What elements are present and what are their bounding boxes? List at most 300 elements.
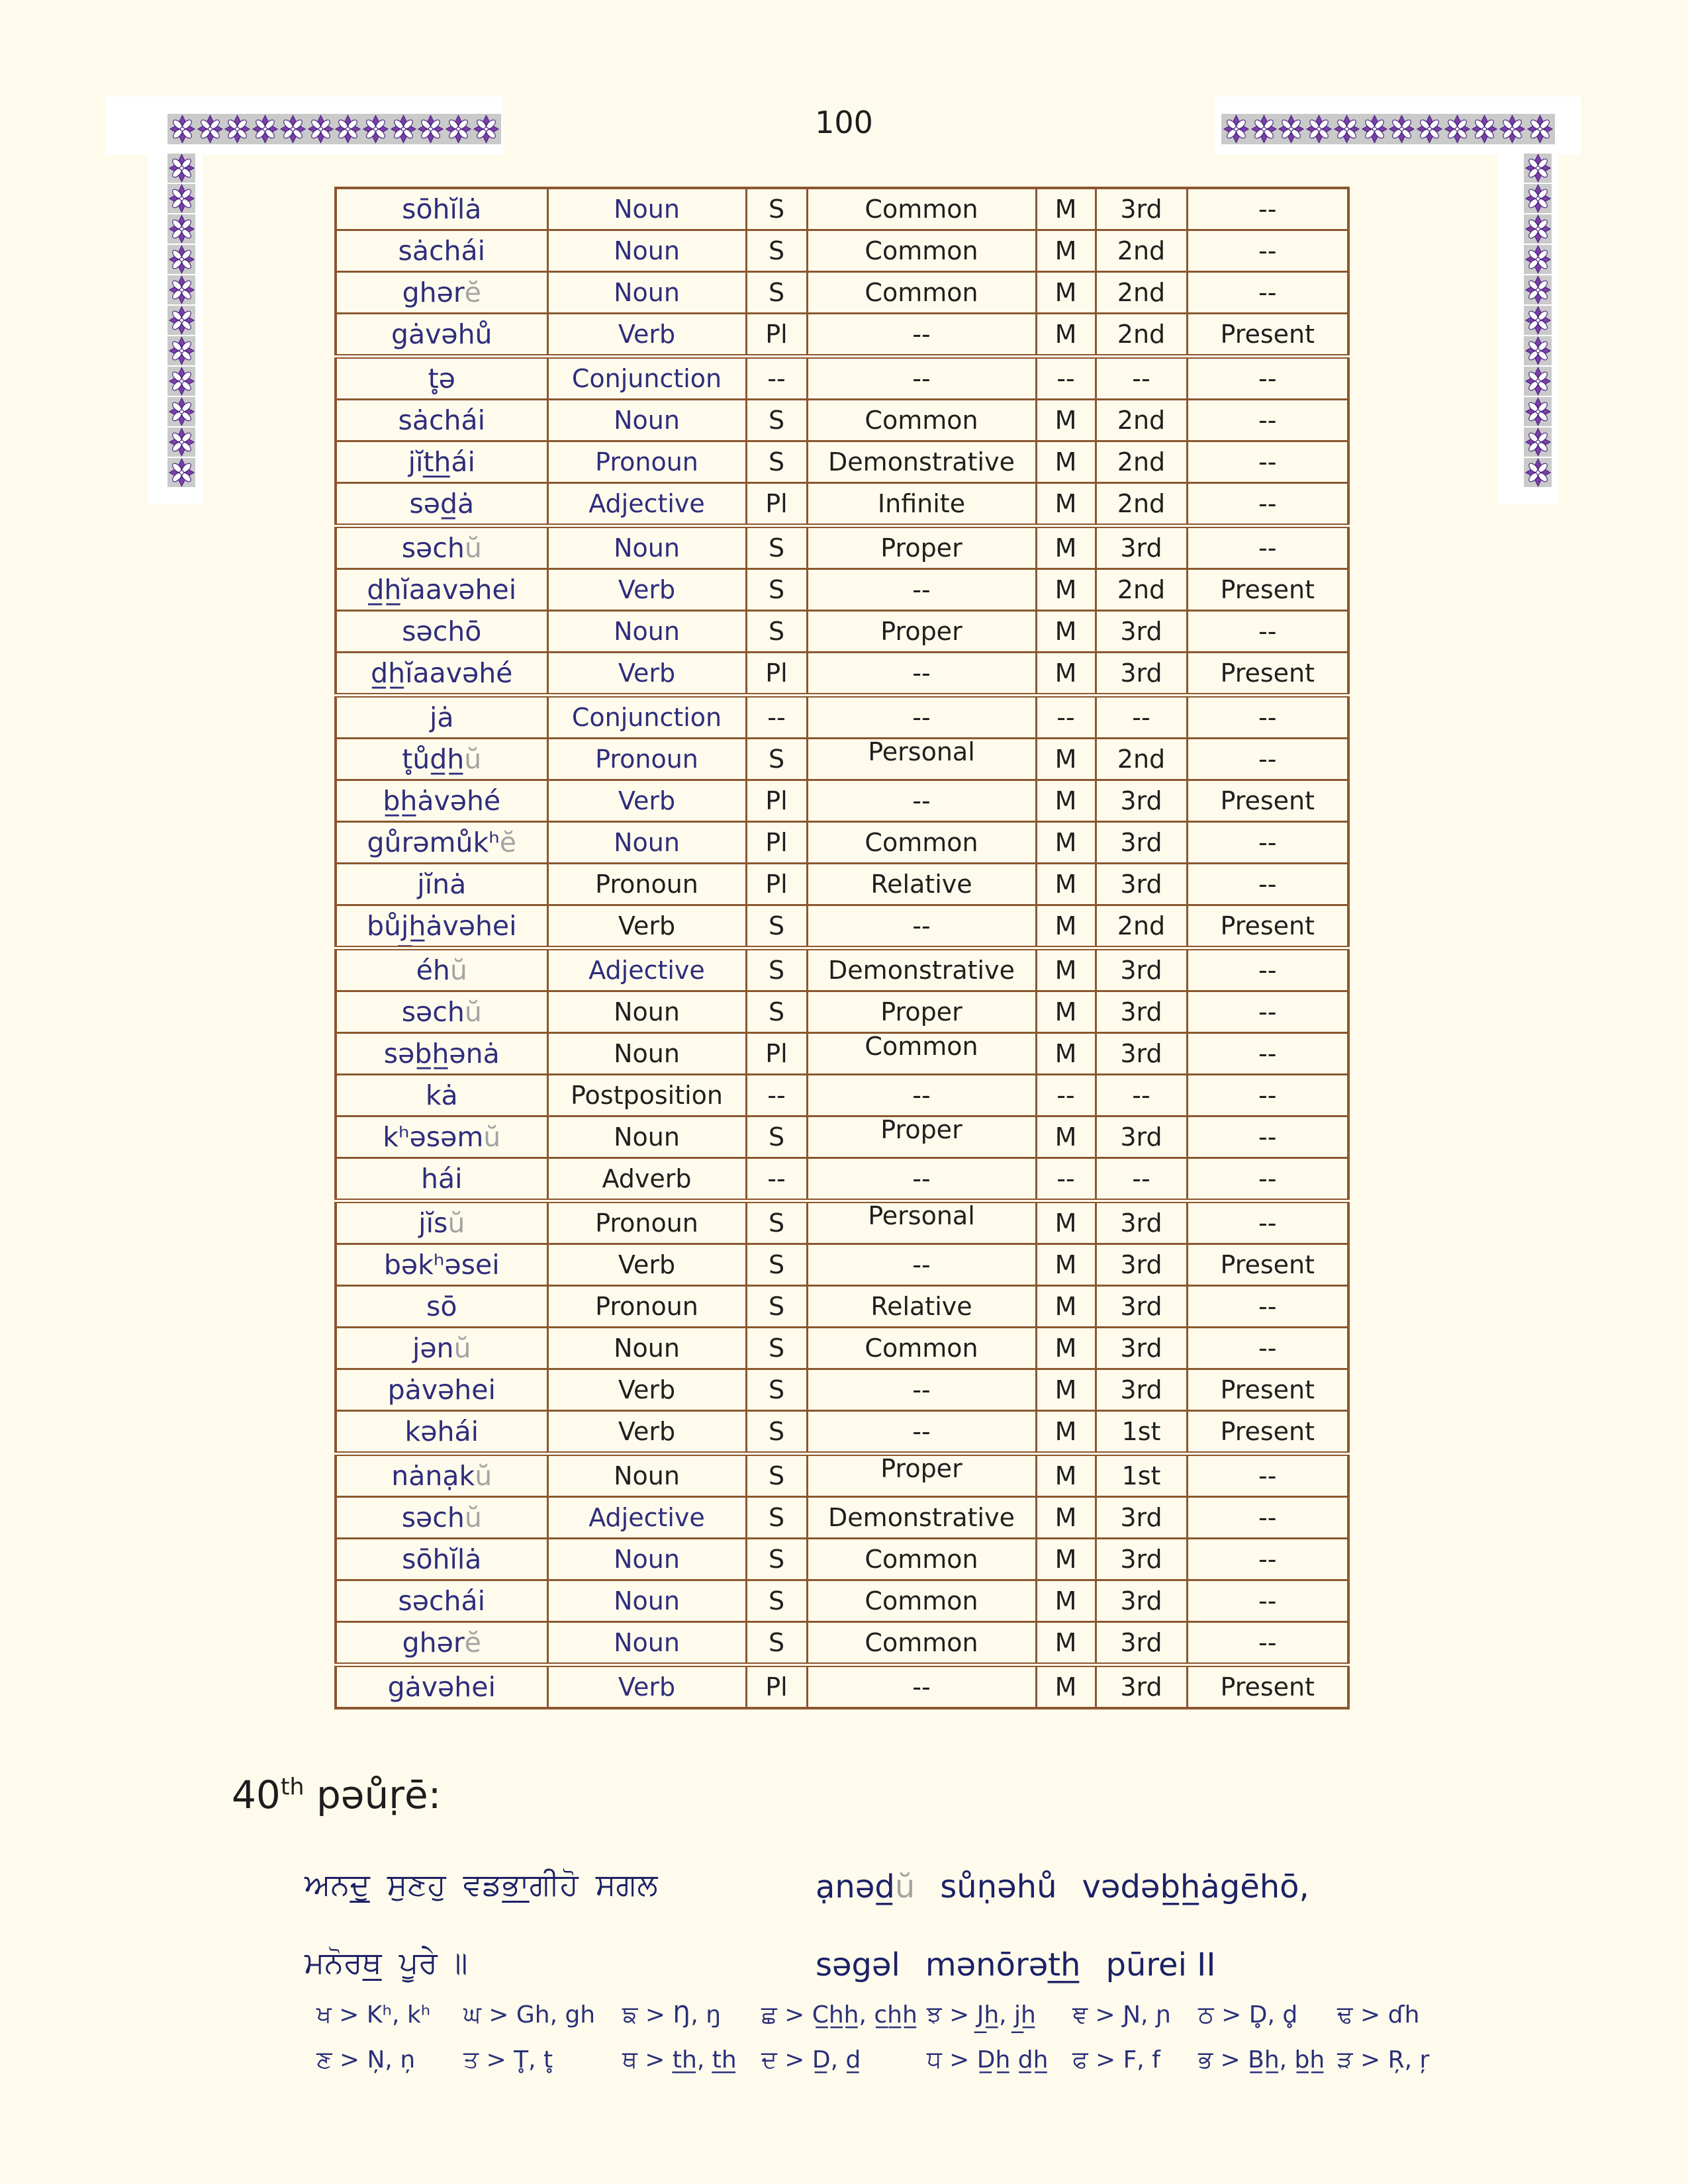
- maps-to-symbol: >: [479, 2046, 514, 2073]
- flower-tile: [1524, 367, 1552, 396]
- type-cell: --: [807, 314, 1036, 357]
- person-cell: 3rd: [1096, 1539, 1187, 1580]
- gender-cell: --: [1036, 357, 1096, 400]
- pos-cell: Noun: [547, 611, 746, 653]
- tense-cell: --: [1187, 230, 1348, 272]
- word-cell: [336, 1369, 547, 1411]
- word-text: éh: [416, 954, 450, 986]
- table-row: [336, 188, 1348, 230]
- word-cell: [336, 230, 547, 272]
- pos-cell: Noun: [547, 822, 746, 864]
- tense-cell: --: [1187, 526, 1348, 569]
- flower-icon: [1223, 114, 1250, 144]
- roman-value: Gh, gh: [516, 2001, 596, 2028]
- type-cell: Proper: [807, 526, 1036, 569]
- type-cell: --: [807, 653, 1036, 696]
- flower-icon: [307, 114, 334, 144]
- number-cell: S: [746, 569, 807, 611]
- flower-tile: [1524, 275, 1552, 304]
- gurmukhi-word: ਵਡਭਾਗੀਹੋ: [463, 1866, 579, 1902]
- gurmukhi-letter: ਙ: [622, 2001, 638, 2028]
- number-cell: S: [746, 1580, 807, 1622]
- tense-cell: Present: [1187, 1369, 1348, 1411]
- pos-cell: Verb: [547, 314, 746, 357]
- table-row: [336, 1622, 1348, 1665]
- gurmukhi-word: ਸੁਣਹੁ: [387, 1866, 446, 1902]
- flower-icon: [334, 114, 361, 144]
- pos-cell: Verb: [547, 1665, 746, 1709]
- word-cell: [336, 653, 547, 696]
- tense-cell: Present: [1187, 1411, 1348, 1454]
- table-row: [336, 739, 1348, 780]
- word-text: b̲h̲ȧvəhé: [383, 785, 501, 817]
- type-cell: Common: [807, 400, 1036, 441]
- person-cell: 2nd: [1096, 230, 1187, 272]
- word-text: kȧ: [425, 1079, 458, 1111]
- type-cell: Common: [807, 230, 1036, 272]
- table-row: [336, 905, 1348, 948]
- word-text: səd̲ȧ: [409, 488, 475, 520]
- flower-tile: [1524, 397, 1552, 426]
- translit-word: mənōrət̲h̲: [925, 1946, 1081, 1983]
- type-cell: Relative: [807, 864, 1036, 905]
- roman-value: Ɲ, ɲ: [1123, 2001, 1172, 2028]
- word-gray-suffix: ŭ: [464, 743, 482, 775]
- flower-tile: [1524, 336, 1552, 365]
- word-cell: [336, 272, 547, 314]
- pos-cell: Conjunction: [547, 357, 746, 400]
- gender-cell: M: [1036, 905, 1096, 948]
- ornament-right-column: [1497, 144, 1558, 504]
- flower-icon: [1361, 114, 1388, 144]
- tense-cell: --: [1187, 1286, 1348, 1328]
- word-cell: [336, 1201, 547, 1244]
- pos-cell: Adjective: [547, 948, 746, 991]
- table-row: [336, 1580, 1348, 1622]
- number-cell: S: [746, 400, 807, 441]
- pos-cell: Noun: [547, 272, 746, 314]
- flower-icon: [279, 114, 306, 144]
- flower-icon: [1524, 214, 1552, 244]
- type-cell: --: [807, 1665, 1036, 1709]
- word-cell: [336, 1328, 547, 1369]
- person-cell: 3rd: [1096, 780, 1187, 822]
- number-cell: --: [746, 1158, 807, 1201]
- roman-value: ɗh: [1387, 2001, 1420, 2028]
- person-cell: 2nd: [1096, 569, 1187, 611]
- type-cell: Common: [807, 188, 1036, 230]
- flower-icon: [168, 245, 195, 274]
- tense-cell: --: [1187, 739, 1348, 780]
- tense-cell: --: [1187, 1201, 1348, 1244]
- number-cell: Pl: [746, 653, 807, 696]
- pos-cell: Noun: [547, 1539, 746, 1580]
- number-cell: Pl: [746, 1665, 807, 1709]
- gender-cell: M: [1036, 1328, 1096, 1369]
- word-gray-suffix: ŭ: [475, 1460, 492, 1492]
- type-cell: --: [807, 1369, 1036, 1411]
- number-cell: --: [746, 357, 807, 400]
- analysis-table-body: [336, 188, 1348, 1708]
- word-cell: [336, 1580, 547, 1622]
- number-cell: S: [746, 188, 807, 230]
- word-cell: [336, 1411, 547, 1454]
- person-cell: 1st: [1096, 1411, 1187, 1454]
- legend-row-1: [0, 2001, 1688, 2044]
- legend-entry: [316, 2001, 430, 2029]
- pos-cell: Verb: [547, 905, 746, 948]
- gurmukhi-word: ਮਨੋਰਥ: [305, 1944, 382, 1980]
- table-row: [336, 230, 1348, 272]
- table-row: [336, 948, 1348, 991]
- gender-cell: --: [1036, 1158, 1096, 1201]
- table-row: [336, 991, 1348, 1033]
- flower-icon: [1524, 184, 1552, 213]
- pos-cell: Postposition: [547, 1075, 746, 1116]
- gender-cell: M: [1036, 1116, 1096, 1158]
- tense-cell: --: [1187, 1539, 1348, 1580]
- number-cell: Pl: [746, 822, 807, 864]
- person-cell: 2nd: [1096, 441, 1187, 483]
- type-cell: Common: [807, 1622, 1036, 1665]
- maps-to-symbol: >: [776, 2046, 812, 2073]
- tense-cell: --: [1187, 357, 1348, 400]
- gurmukhi-letter: ਢ: [1337, 2001, 1353, 2028]
- table-row: [336, 1328, 1348, 1369]
- gurmukhi-line-1: [305, 1845, 808, 1923]
- flower-icon: [1524, 458, 1552, 487]
- ornament-strip-top-left: [167, 114, 501, 144]
- flower-tile: [167, 154, 195, 183]
- flower-tile: [1524, 154, 1552, 183]
- flower-tile: [1524, 245, 1552, 274]
- word-cell: [336, 1286, 547, 1328]
- flower-tile: [1524, 184, 1552, 213]
- gender-cell: M: [1036, 739, 1096, 780]
- type-cell: --: [807, 1075, 1036, 1116]
- maps-to-symbol: >: [331, 2001, 367, 2028]
- legend-row-2: [0, 2046, 1688, 2089]
- flower-icon: [168, 397, 195, 426]
- table-row: [336, 400, 1348, 441]
- maps-to-symbol: >: [637, 2001, 673, 2028]
- tense-cell: --: [1187, 1497, 1348, 1539]
- type-cell: Personal: [807, 1201, 1036, 1244]
- table-row: [336, 1286, 1348, 1328]
- pos-cell: Pronoun: [547, 1201, 746, 1244]
- tense-cell: --: [1187, 483, 1348, 526]
- gender-cell: M: [1036, 822, 1096, 864]
- flower-icon: [1333, 114, 1360, 144]
- number-cell: S: [746, 1454, 807, 1497]
- table-row: [336, 653, 1348, 696]
- flower-icon: [1524, 154, 1552, 183]
- legend-entry: [761, 2046, 861, 2074]
- flower-icon: [169, 114, 196, 144]
- person-cell: 2nd: [1096, 905, 1187, 948]
- word-text: d̲h̲ĭaavəhei: [367, 574, 517, 606]
- person-cell: 3rd: [1096, 1244, 1187, 1286]
- pos-cell: Pronoun: [547, 864, 746, 905]
- type-cell: Common: [807, 1580, 1036, 1622]
- section-heading: [232, 1772, 441, 1817]
- type-cell: Proper: [807, 1454, 1036, 1497]
- gurmukhi-verse: [305, 1845, 808, 2001]
- flower-icon: [473, 114, 500, 144]
- person-cell: --: [1096, 696, 1187, 739]
- number-cell: S: [746, 611, 807, 653]
- pos-cell: Verb: [547, 569, 746, 611]
- word-text: sȧchái: [398, 235, 486, 267]
- number-cell: S: [746, 272, 807, 314]
- gender-cell: M: [1036, 1539, 1096, 1580]
- word-text: nȧnạk: [391, 1460, 475, 1492]
- pos-cell: Noun: [547, 1622, 746, 1665]
- roman-value: Ŗ, ŗ: [1387, 2046, 1430, 2073]
- table-row: [336, 1454, 1348, 1497]
- gender-cell: M: [1036, 653, 1096, 696]
- flower-icon: [168, 458, 195, 487]
- word-text: səchō: [402, 615, 482, 647]
- word-text: səch: [401, 1502, 465, 1533]
- flower-icon: [445, 114, 472, 144]
- type-cell: Common: [807, 1033, 1036, 1075]
- tense-cell: Present: [1187, 780, 1348, 822]
- flower-tile: [167, 336, 195, 365]
- word-text: t̥ůd̲h̲: [402, 743, 465, 775]
- tense-cell: --: [1187, 1116, 1348, 1158]
- word-cell: [336, 864, 547, 905]
- legend-entry: [761, 2001, 917, 2029]
- roman-value: C̲h̲h̲, c̲h̲h̲: [812, 2001, 917, 2028]
- number-cell: S: [746, 441, 807, 483]
- pos-cell: Pronoun: [547, 739, 746, 780]
- flower-icon: [1524, 336, 1552, 365]
- tense-cell: --: [1187, 400, 1348, 441]
- word-cell: [336, 1116, 547, 1158]
- table-row: [336, 1201, 1348, 1244]
- type-cell: --: [807, 1244, 1036, 1286]
- gurmukhi-letter: ਦ: [761, 2046, 777, 2073]
- pos-cell: Verb: [547, 780, 746, 822]
- word-text: gȧvəhů: [391, 318, 492, 350]
- number-cell: S: [746, 905, 807, 948]
- pos-cell: Noun: [547, 1116, 746, 1158]
- table-row: [336, 357, 1348, 400]
- person-cell: 3rd: [1096, 991, 1187, 1033]
- translit-word: ạnəd̲ŭ: [816, 1868, 915, 1905]
- flower-tile: [167, 458, 195, 487]
- legend-entry: [622, 2001, 721, 2029]
- gender-cell: M: [1036, 569, 1096, 611]
- maps-to-symbol: >: [1213, 2046, 1248, 2073]
- word-text: gȧvəhei: [387, 1671, 496, 1703]
- table-row: [336, 1411, 1348, 1454]
- person-cell: --: [1096, 1075, 1187, 1116]
- gender-cell: M: [1036, 1665, 1096, 1709]
- gender-cell: M: [1036, 1497, 1096, 1539]
- person-cell: 3rd: [1096, 1369, 1187, 1411]
- flower-icon: [168, 306, 195, 335]
- type-cell: Proper: [807, 1116, 1036, 1158]
- roman-value: Kʰ, kʰ: [366, 2001, 431, 2028]
- gurmukhi-word: ਅਨਦੁ: [305, 1866, 370, 1902]
- flower-icon: [1416, 114, 1443, 144]
- flower-icon: [1524, 245, 1552, 274]
- flower-tile: [1524, 458, 1552, 487]
- roman-value: D̲, d̲: [812, 2046, 861, 2073]
- person-cell: 3rd: [1096, 1497, 1187, 1539]
- pos-cell: Adjective: [547, 483, 746, 526]
- word-gray-suffix: ŭ: [464, 1502, 482, 1533]
- tense-cell: Present: [1187, 1665, 1348, 1709]
- gurmukhi-letter: ਘ: [463, 2001, 481, 2028]
- translit-word: səgəl: [816, 1946, 900, 1983]
- number-cell: S: [746, 948, 807, 991]
- pos-cell: Noun: [547, 230, 746, 272]
- word-gray-suffix: ĕ: [464, 1627, 481, 1659]
- gurmukhi-letter: ਧ: [927, 2046, 942, 2073]
- word-text: jən: [412, 1332, 454, 1364]
- legend-entry: [1072, 2001, 1171, 2029]
- flower-icon: [417, 114, 444, 144]
- number-cell: --: [746, 696, 807, 739]
- table-row: [336, 483, 1348, 526]
- translit-line-2: [816, 1926, 1411, 2004]
- translit-line-1: [816, 1848, 1411, 1926]
- gender-cell: --: [1036, 1075, 1096, 1116]
- legend-entry: [1198, 2001, 1297, 2029]
- flower-tile: [167, 184, 195, 213]
- pos-cell: Verb: [547, 1369, 746, 1411]
- flower-tile: [1524, 428, 1552, 457]
- table-row: [336, 1075, 1348, 1116]
- pos-cell: Adjective: [547, 1497, 746, 1539]
- roman-value: t̲h̲, t̲h̲: [672, 2046, 737, 2073]
- maps-to-symbol: >: [1088, 2046, 1123, 2073]
- pos-cell: Noun: [547, 400, 746, 441]
- gurmukhi-line-2: [305, 1923, 808, 2001]
- legend-entry: [1198, 2046, 1325, 2074]
- type-cell: Proper: [807, 991, 1036, 1033]
- type-cell: Proper: [807, 611, 1036, 653]
- pos-cell: Noun: [547, 1580, 746, 1622]
- gender-cell: M: [1036, 1201, 1096, 1244]
- pos-cell: Noun: [547, 526, 746, 569]
- word-text: səb̲h̲ənȧ: [383, 1038, 500, 1069]
- flower-icon: [168, 184, 195, 213]
- number-cell: S: [746, 230, 807, 272]
- tense-cell: Present: [1187, 905, 1348, 948]
- maps-to-symbol: >: [941, 2046, 977, 2073]
- number-cell: S: [746, 526, 807, 569]
- gurmukhi-letter: ਠ: [1198, 2001, 1214, 2028]
- flower-icon: [1471, 114, 1498, 144]
- tense-cell: Present: [1187, 653, 1348, 696]
- number-cell: S: [746, 1286, 807, 1328]
- gurmukhi-letter: ਥ: [622, 2046, 637, 2073]
- number-cell: S: [746, 1328, 807, 1369]
- gender-cell: M: [1036, 611, 1096, 653]
- legend-entry: [463, 2001, 595, 2029]
- gender-cell: M: [1036, 400, 1096, 441]
- type-cell: Common: [807, 1328, 1036, 1369]
- legend-entry: [1072, 2046, 1160, 2074]
- pos-cell: Verb: [547, 1244, 746, 1286]
- tense-cell: --: [1187, 822, 1348, 864]
- tense-cell: --: [1187, 948, 1348, 991]
- word-cell: [336, 611, 547, 653]
- pauri-number: 40: [232, 1772, 281, 1817]
- person-cell: 2nd: [1096, 483, 1187, 526]
- word-text: bůj̲h̲ȧvəhei: [366, 910, 517, 942]
- pos-cell: Noun: [547, 188, 746, 230]
- tense-cell: --: [1187, 1075, 1348, 1116]
- person-cell: 2nd: [1096, 739, 1187, 780]
- type-cell: --: [807, 1158, 1036, 1201]
- word-cell: [336, 1539, 547, 1580]
- flower-icon: [168, 336, 195, 365]
- word-cell: [336, 441, 547, 483]
- table-row: [336, 822, 1348, 864]
- word-gray-suffix: ŭ: [449, 954, 467, 986]
- table-row: [336, 272, 1348, 314]
- type-cell: --: [807, 569, 1036, 611]
- person-cell: 3rd: [1096, 1328, 1187, 1369]
- word-text: jȧ: [429, 702, 454, 733]
- word-text: d̲h̲ĭaavəhé: [371, 657, 513, 689]
- tense-cell: --: [1187, 1454, 1348, 1497]
- maps-to-symbol: >: [1352, 2046, 1388, 2073]
- word-text: ghər: [402, 277, 465, 308]
- gender-cell: M: [1036, 780, 1096, 822]
- flower-icon: [1388, 114, 1415, 144]
- word-cell: [336, 357, 547, 400]
- flower-tile: [167, 397, 195, 426]
- flower-icon: [1524, 428, 1552, 457]
- table-row: [336, 1539, 1348, 1580]
- roman-value: D̲h̲ d̲h̲: [976, 2046, 1049, 2073]
- roman-value: F, f: [1123, 2046, 1160, 2073]
- tense-cell: --: [1187, 188, 1348, 230]
- person-cell: --: [1096, 357, 1187, 400]
- flower-icon: [168, 367, 195, 396]
- word-text: səch: [401, 532, 465, 564]
- table-row: [336, 526, 1348, 569]
- person-cell: 3rd: [1096, 611, 1187, 653]
- gender-cell: M: [1036, 1244, 1096, 1286]
- person-cell: 3rd: [1096, 864, 1187, 905]
- word-text: kʰəsəm: [383, 1121, 484, 1153]
- gender-cell: M: [1036, 483, 1096, 526]
- flower-icon: [1524, 275, 1552, 304]
- person-cell: 3rd: [1096, 822, 1187, 864]
- word-cell: [336, 526, 547, 569]
- flower-icon: [1278, 114, 1305, 144]
- maps-to-symbol: >: [332, 2046, 367, 2073]
- number-cell: --: [746, 1075, 807, 1116]
- maps-to-symbol: >: [1088, 2001, 1123, 2028]
- number-cell: S: [746, 1201, 807, 1244]
- number-cell: Pl: [746, 483, 807, 526]
- person-cell: 3rd: [1096, 188, 1187, 230]
- tense-cell: --: [1187, 1328, 1348, 1369]
- gurmukhi-word: ਪੂਰੇ ॥: [399, 1944, 468, 1980]
- word-text: səch: [401, 996, 465, 1028]
- person-cell: 3rd: [1096, 1116, 1187, 1158]
- gurmukhi-letter: ਖ: [316, 2001, 332, 2028]
- word-cell: [336, 822, 547, 864]
